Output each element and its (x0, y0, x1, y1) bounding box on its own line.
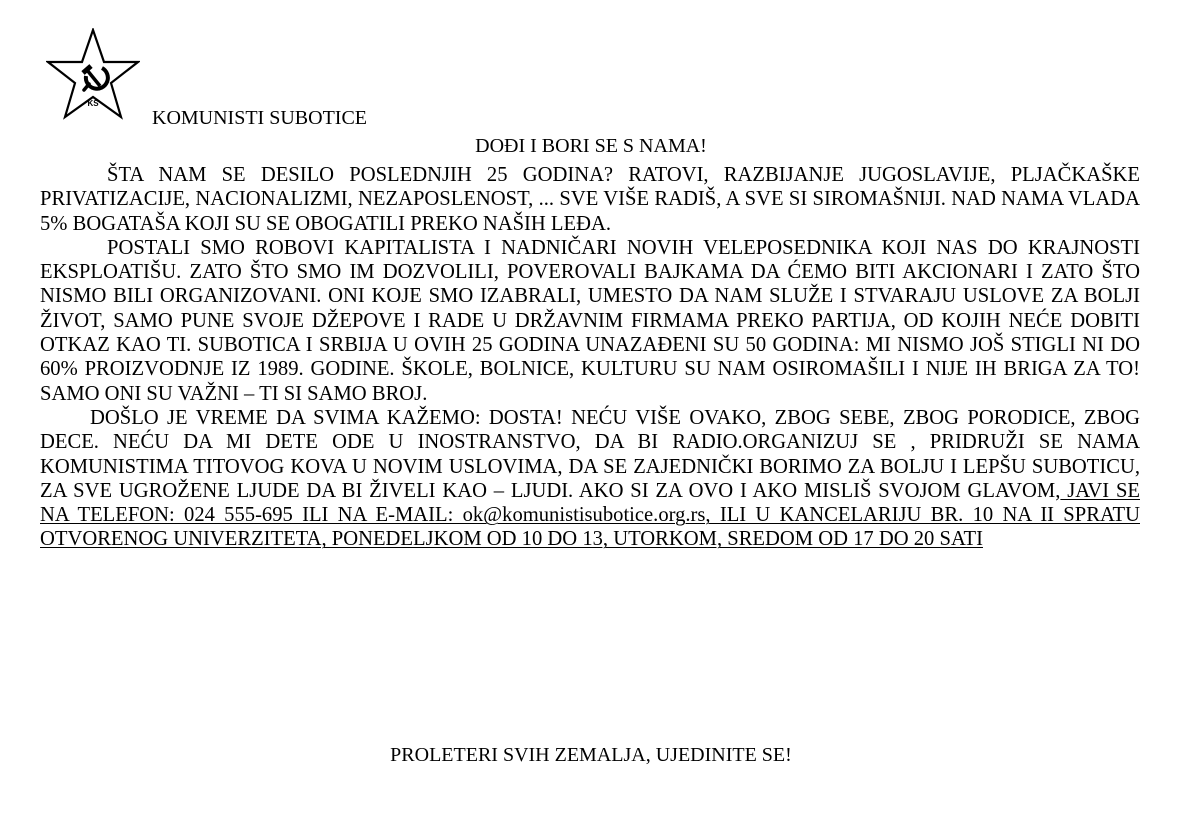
paragraph-exploitation: POSTALI SMO ROBOVI KAPITALISTA I NADNIČARI NOVIH VELEPOSEDNIKA KOJI NAS DO KRAJNOSTI EKSPLOATIŠU. ZATO ŠTO SMO IM DOZVOLILI, POVEROVALI BAJKAMA DA ĆEMO BITI AKCIONARI I ZATO ŠTO NISMO BILI ORGANIZOVANI. ONI KOJE SMO IZABRALI, UMESTO DA NAM SLUŽE I STVARAJU USLOVE ZA BOLJI ŽIVOT, SAMO PUNE SVOJE DŽEPOVE I RADE U DRŽAVNIM FIRMAMA PREKO PARTIJA, OD KOJIH NEĆE DOBITI OTKAZ KAO TI. SUBOTICA I SRBIJA U OVIH 25 GODINA UNAZAĐENI SU 50 GODINA: MI NISMO JOŠ STIGLI NI DO 60% PROIZVODNJE IZ 1989. GODINE. ŠKOLE, BOLNICE, KULTURU SU NAM OSIROMAŠILI I NIJE IH BRIGA ZA TO! SAMO ONI SU VAŽNI – TI SI SAMO BROJ. (40, 236, 1140, 405)
logo-initials: KS (87, 99, 99, 108)
star-hammer-sickle-logo (46, 28, 140, 120)
organization-name: KOMUNISTI SUBOTICE (152, 107, 367, 129)
paragraph-call-to-action (40, 406, 1140, 552)
paragraph-intro: ŠTA NAM SE DESILO POSLEDNJIH 25 GODINA? RATOVI, RAZBIJANJE JUGOSLAVIJE, PLJAČKAŠKE PRIVATIZACIJE, NACIONALIZMI, NEZAPOSLENOST, ... SVE VIŠE RADIŠ, A SVE SI SIROMAŠNIJI. NAD NAMA VLADA 5% BOGATAŠA KOJI SU SE OBOGATILI PREKO NAŠIH LEĐA. (40, 164, 1140, 235)
call-to-action-text: DOŠLO JE VREME DA SVIMA KAŽEMO: DOSTA! NEĆU VIŠE OVAKO, ZBOG SEBE, ZBOG PORODICE, ZBOG DECE. NEĆU DA MI DETE ODE U INOSTRANSTVO, DA BI RADIO.ORGANIZUJ SE , PRIDRUŽI SE NAMA KOMUNISTIMA TITOVOG KOVA U NOVIM USLOVIMA, DA SE ZAJEDNIČKI BORIMO ZA BOLJU I LEPŠU SUBOTICU, ZA SVE UGROŽENE LJUDE DA BI ŽIVELI KAO – LJUDI. AKO SI ZA OVO I AKO MISLIŠ SVOJOM GLAVOM, (40, 406, 1140, 502)
contact-info: JAVI SE NA TELEFON: 024 555-695 ILI NA E-MAIL: ok@komunistisubotice.org.rs, ILI U KANCELARIJU BR. 10 NA II SPRATU OTVORENOG UNIVERZITETA, PONEDELJKOM OD 10 DO 13, UTORKOM, SREDOM OD 17 DO 20 SATI (40, 479, 1140, 551)
closing-slogan: PROLETERI SVIH ZEMALJA, UJEDINITE SE! (390, 744, 792, 766)
slogan-heading: DOĐI I BORI SE S NAMA! (475, 135, 707, 157)
flyer-body (40, 163, 1140, 552)
